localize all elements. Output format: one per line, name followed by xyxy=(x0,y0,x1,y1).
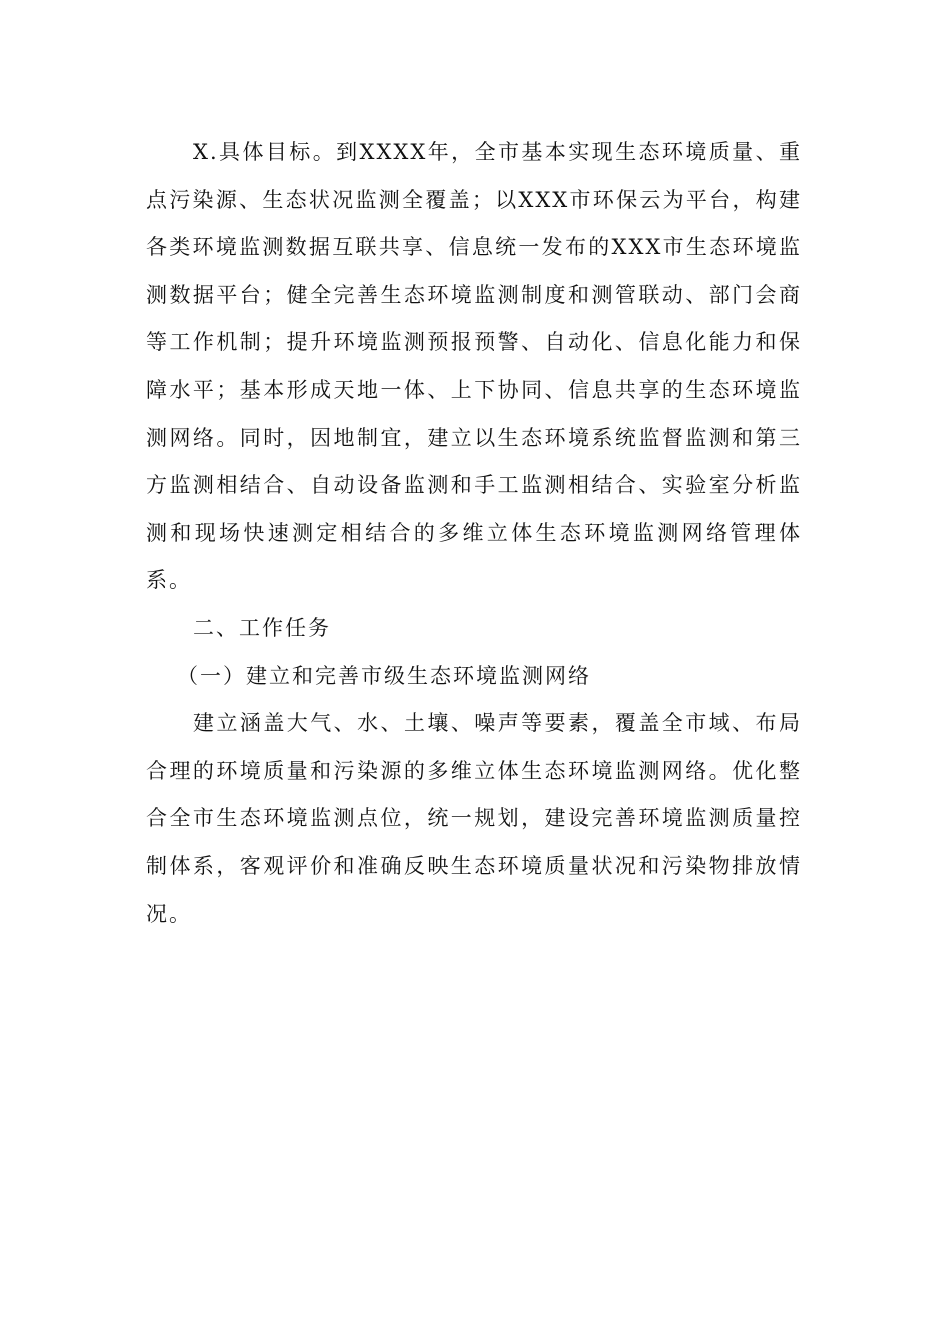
paragraph-monitoring-network: 建立涵盖大气、水、土壤、噪声等要素，覆盖全市域、布局合理的环境质量和污染源的多维立体生态环境监测网络。优化整合全市生态环境监测点位，统一规划，建设完善环境监测质量控制体系，客观评价和准确反映生态环境质量状况和污染物排放情况。 xyxy=(146,711,802,926)
document-body xyxy=(146,129,802,938)
subsection-heading-monitoring-network: （一）建立和完善市级生态环境监测网络 xyxy=(177,663,591,688)
section-heading-work-tasks: 二、工作任务 xyxy=(193,615,331,640)
paragraph-specific-target: X.具体目标。到XXXX年，全市基本实现生态环境质量、重点污染源、生态状况监测全覆盖；以XXX市环保云为平台，构建各类环境监测数据互联共享、信息统一发布的XXX市生态环境监测数据平台；健全完善生态环境监测制度和测管联动、部门会商等工作机制；提升环境监测预报预警、自动化、信息化能力和保障水平；基本形成天地一体、上下协同、信息共享的生态环境监测网络。同时，因地制宜，建立以生态环境系统监督监测和第三方监测相结合、自动设备监测和手工监测相结合、实验室分析监测和现场快速测定相结合的多维立体生态环境监测网络管理体系。 xyxy=(146,140,802,593)
